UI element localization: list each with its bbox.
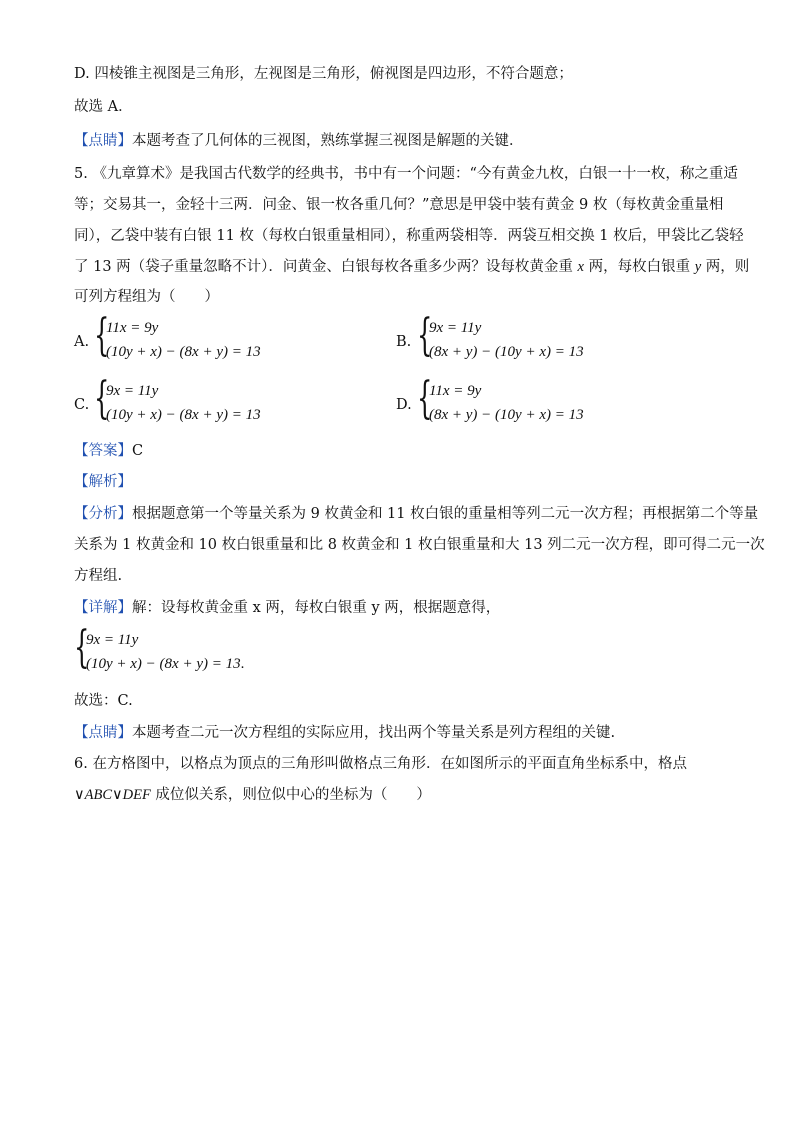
option-d-system (417, 373, 637, 429)
brace-glyph: { (417, 373, 433, 424)
jiexi-heading: 【解析】 (74, 474, 132, 490)
question-5-line-5: 可列方程组为（ ） (74, 289, 219, 305)
xiangjie-tag: 【详解】 (74, 600, 132, 616)
dianjing-text: 本题考查了几何体的三视图，熟练掌握三视图是解题的关键． (132, 133, 524, 149)
brace-glyph: { (74, 622, 90, 673)
fenxi-line-2: 关系为 1 枚黄金和 10 枚白银重量和比 8 枚黄金和 1 枚白银重量和大 13 列二元一次方程，即可得二元一次 (74, 537, 765, 553)
dianjing-tag: 【点睛】 (74, 133, 132, 149)
question-5-line-2: 等；交易其一，金轻十三两．问金、银一枚各重几何？”意思是甲袋中装有黄金 9 枚（每枚黄金重量相 (74, 197, 724, 213)
option-a-eq1: 11x = 9y (106, 320, 159, 336)
option-b-label: B. (396, 334, 412, 350)
option-c-eq2: (10y + x) − (8x + y) = 13 (106, 407, 261, 423)
option-b-eq2: (8x + y) − (10y + x) = 13 (429, 344, 584, 360)
question-6-line-1: 6. 在方格图中，以格点为顶点的三角形叫做格点三角形．在如图所示的平面直角坐标系中，格点 (74, 756, 687, 772)
dianjing-2-line: 【点睛】本题考查二元一次方程组的实际应用，找出两个等量关系是列方程组的关键. (74, 725, 616, 741)
fenxi-line-3: 方程组. (74, 568, 123, 584)
option-d-eq1: 11x = 9y (429, 383, 482, 399)
option-b-system (417, 310, 637, 366)
question-5-line-3: 同），乙袋中装有白银 11 枚（每枚白银重量相同），称重两袋相等．两袋互相交换 1 枚后，甲袋比乙袋轻 (74, 228, 744, 244)
fenxi-tag: 【分析】 (74, 506, 132, 522)
option-c-eq1: 9x = 11y (106, 383, 159, 399)
line-option-d-conclusion: D. 四棱锥主视图是三角形，左视图是三角形，俯视图是四边形，不符合题意； (74, 66, 573, 82)
option-a-label: A. (74, 334, 90, 350)
answer-line (74, 441, 143, 461)
question-6-line-2: ∨ABC∨DEF 成位似关系，则位似中心的坐标为（ ） (74, 787, 431, 803)
question-5-line-4: 了 13 两（袋子重量忽略不计）．问黄金、白银每枚各重多少两？设每枚黄金重 x 两，每枚白银重 y 两，则 (74, 259, 750, 275)
guxuan-line: 故选：C. (74, 693, 133, 709)
option-c-system (94, 373, 314, 429)
line-choose-a: 故选 A． (74, 99, 133, 115)
dianjing-paragraph (74, 131, 524, 151)
brace-glyph: { (94, 373, 110, 424)
dianjing-2-tag: 【点睛】 (74, 725, 132, 741)
answer-tag: 【答案】 (74, 443, 132, 459)
option-c-label: C. (74, 397, 90, 413)
solution-eq1: 9x = 11y (86, 632, 139, 648)
brace-glyph: { (94, 310, 110, 361)
fenxi-line-1: 【分析】根据题意第一个等量关系为 9 枚黄金和 11 枚白银的重量相等列二元一次方程；再根据第二个等量 (74, 506, 759, 522)
xiangjie-line: 【详解】解：设每枚黄金重 x 两，每枚白银重 y 两，根据题意得， (74, 600, 501, 616)
question-5-line-1: 5. 《九章算术》是我国古代数学的经典书，书中有一个问题：“今有黄金九枚，白银一十一枚，称之重适 (74, 166, 738, 182)
option-b-eq1: 9x = 11y (429, 320, 482, 336)
brace-glyph: { (417, 310, 433, 361)
option-a-system (94, 310, 314, 366)
option-d-label: D. (396, 397, 412, 413)
answer-value: C (132, 443, 144, 459)
solution-system (74, 622, 294, 678)
option-a-eq2: (10y + x) − (8x + y) = 13 (106, 344, 261, 360)
solution-eq2: (10y + x) − (8x + y) = 13. (86, 656, 245, 672)
option-d-eq2: (8x + y) − (10y + x) = 13 (429, 407, 584, 423)
